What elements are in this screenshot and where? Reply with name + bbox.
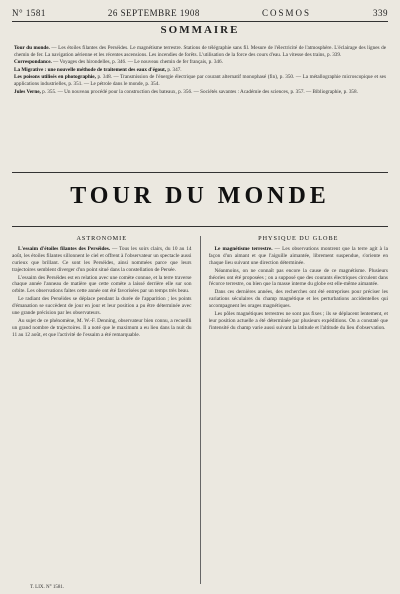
- page-header: [12, 6, 388, 20]
- article-paragraph: Le magnétisme terrestre. — Les observations montrent que la terre agit à la façon d'un aimant et que l'aiguille aimantée, librement suspendue, s'oriente en chaque lieu suivant une direction déterminée.: [208, 245, 388, 266]
- summary-item: La Migrative : une nouvelle méthode de traitement des eaux d'égout, p. 347.: [14, 66, 182, 73]
- article-paragraph: Le radiant des Perséides se déplace pendant la durée de l'apparition ; les points d'émanation se succèdent de jour en jour et leur position a pu être déterminée avec une grande précision par les observateurs.: [12, 296, 192, 317]
- summary-rule: [12, 172, 388, 173]
- article-title: L'essaim d'étoiles filantes des Perséides.: [18, 245, 111, 252]
- header-rule: [12, 21, 388, 22]
- section-heading: PHYSIQUE DU GLOBE: [258, 236, 339, 242]
- page-footer: T. LIX. N° 1581.: [30, 585, 65, 590]
- section-title: TOUR DU MONDE: [70, 183, 330, 209]
- article-columns: [12, 236, 388, 584]
- sommaire-title: SOMMAIRE: [160, 24, 240, 36]
- summary-block: [14, 45, 386, 96]
- article-paragraph: Au sujet de ce phénomène, M. W.-F. Denning, observateur bien connu, a recueilli un grand nombre de trajectoires. Il a noté que le maximum a eu lieu dans la nuit du 11 au 12 août, et que l'activité de l'essaim a été remarquable.: [12, 317, 192, 338]
- article-paragraph: L'essaim d'étoiles filantes des Perséides. — Tous les soirs clairs, du 10 au 14 août, les étoiles filantes sillonnent le ciel et offrent à l'observateur un spectacle aussi curieux que brillant. Ce sont les Perséides, ainsi nommées parce que leurs trajectoires semblent diverger d'un point situé dans la constellation de Persée.: [12, 245, 192, 273]
- summary-item: Jules Verne, p. 355. — Un nouveau procédé pour la construction des bateaux, p. 356. — Sociétés savantes : Académie des sciences, p. 357. — Bibliographie, p. 358.: [14, 88, 358, 95]
- title-rule: [12, 226, 388, 227]
- column-divider: [200, 236, 201, 584]
- article-paragraph: Néanmoins, on ne connaît pas encore la cause de ce magnétisme. Plusieurs théories ont été proposées ; on a supposé que des courants électriques circulent dans l'écorce terrestre, ou bien que la masse interne du globe est elle-même aimantée.: [208, 267, 388, 288]
- summary-item: Les poisons utilisés en photographie, p. 348. — Transmission de l'énergie électrique par courant alternatif monophasé (fin), p. 350. — La métallographie microscopique et ses applications industrielles, p. 351. — Le pétrole dans le monde, p. 354.: [14, 74, 387, 87]
- summary-item: Correspondance. — Voyages des hirondelles, p. 346. — Le nouveau chemin de fer français, p. 346.: [14, 59, 223, 66]
- left-column: [12, 236, 192, 584]
- issue-number: N° 1581: [12, 8, 46, 18]
- page-number: 339: [372, 8, 388, 18]
- section-heading: ASTRONOMIE: [76, 236, 128, 242]
- summary-item: Tour du monde. — Les étoiles filantes des Perséides. Le magnétisme terrestre. Stations de télégraphie sans fil. Mesure de l'électricité de l'atmosphère. L'éclairage des lignes de chemin de fer. La navigation aérienne et les récentes ascensions. Les incendies de forêts. L'utilisation de la force des cours d'eau. La vitesse des trains, p. 339.: [14, 45, 386, 58]
- article-paragraph: Les pôles magnétiques terrestres ne sont pas fixes ; ils se déplacent lentement, et leur position actuelle a été déterminée par plusieurs expéditions. On a constaté que l'intensité du champ varie aussi suivant la latitude et l'altitude du lieu d'observation.: [208, 311, 388, 331]
- right-column: [209, 236, 389, 584]
- article-title: Le magnétisme terrestre.: [214, 245, 273, 252]
- journal-name: COSMOS: [261, 8, 311, 18]
- issue-date: 26 SEPTEMBRE 1908: [107, 8, 200, 18]
- article-paragraph: Dans ces dernières années, des recherches ont été entreprises pour préciser les variations séculaires du champ magnétique et les perturbations accidentelles qui accompagnent les orages magnétiques.: [208, 289, 388, 310]
- article-paragraph: L'essaim des Perséides est en relation avec une comète connue, et la terre traverse chaque année l'anneau de matière que cette comète a laissé derrière elle sur son orbite. Les observations faites cette année ont été favorisées par un temps très beau.: [12, 274, 192, 295]
